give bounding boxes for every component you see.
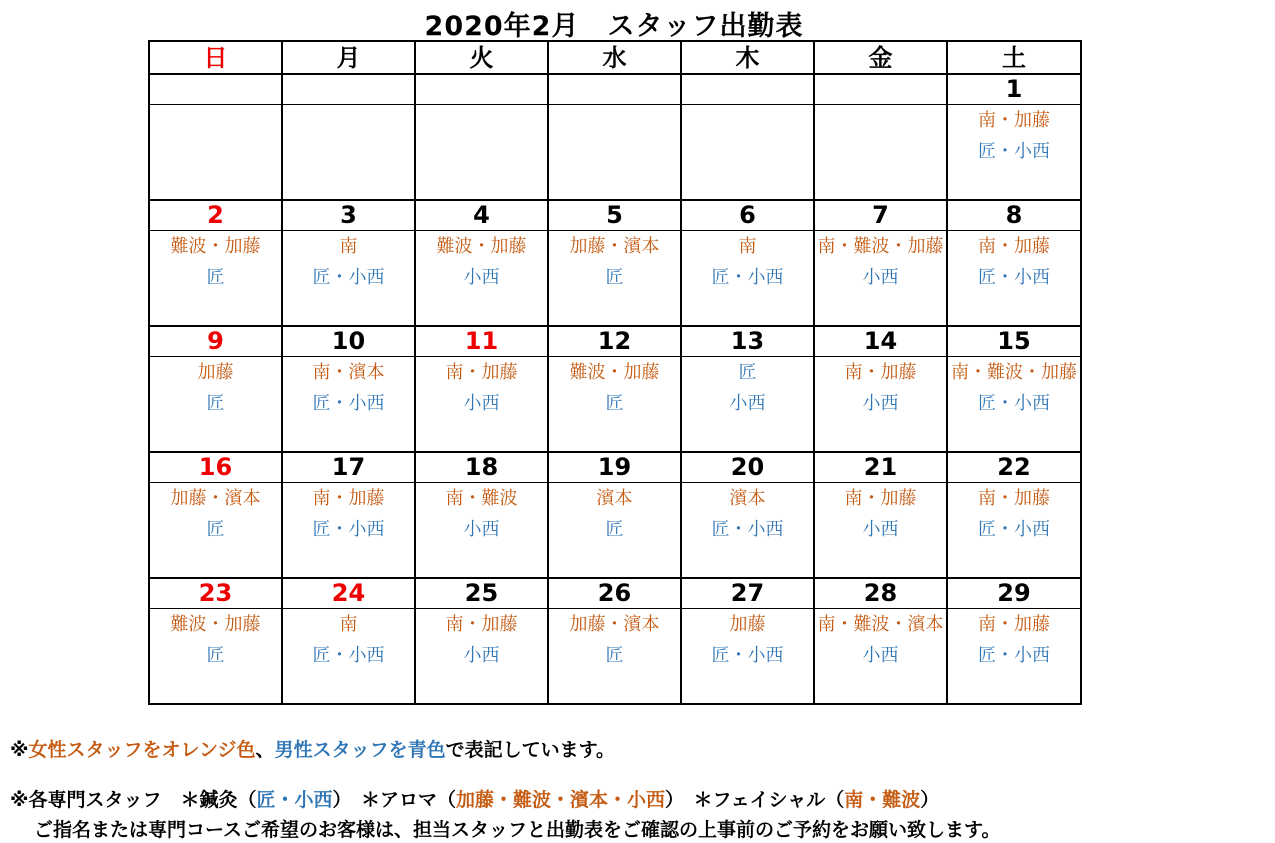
note-prefix: ※	[10, 739, 29, 761]
female-staff: 南・加藤	[445, 614, 518, 635]
male-staff: 小西	[862, 519, 899, 540]
female-staff: 難波・加藤	[436, 236, 527, 257]
female-staff: 加藤	[729, 614, 766, 635]
male-staff: 匠	[605, 267, 624, 288]
female-staff: 濱本	[596, 488, 633, 509]
specialist-close: ）	[920, 789, 940, 811]
day-staff-cell	[548, 231, 681, 327]
week-staff-row	[149, 231, 1081, 327]
female-staff: 難波・加藤	[170, 236, 261, 257]
day-staff-cell	[947, 609, 1081, 705]
weekday-sat: 土	[947, 41, 1081, 74]
day-number: 26	[548, 578, 681, 609]
female-staff: 南・難波	[445, 488, 518, 509]
day-number: 9	[149, 326, 282, 357]
day-number: 16	[149, 452, 282, 483]
day-staff-cell	[282, 609, 415, 705]
female-staff: 南・加藤	[978, 110, 1050, 131]
day-number	[415, 74, 548, 105]
female-staff: 南・難波・濱本	[817, 614, 944, 635]
male-staff: 小西	[463, 267, 500, 288]
male-staff: 匠・小西	[312, 267, 385, 288]
day-number: 14	[814, 326, 947, 357]
aroma-label: ） ＊アロマ（	[332, 789, 457, 811]
weekday-header-row	[149, 41, 1081, 74]
male-color-note: 男性スタッフを青色	[274, 739, 446, 761]
day-number: 27	[681, 578, 814, 609]
female-staff: 匠	[738, 362, 757, 383]
page-title: 2020年2月 スタッフ出勤表	[424, 11, 804, 42]
day-staff-cell	[149, 231, 282, 327]
specialist-intro: ※各専門スタッフ ＊鍼灸（	[10, 789, 257, 811]
weekday-fri: 金	[814, 41, 947, 74]
day-number: 23	[149, 578, 282, 609]
day-staff-cell	[814, 231, 947, 327]
male-staff: 匠・小西	[312, 519, 385, 540]
color-legend-note	[10, 735, 615, 762]
day-number	[149, 74, 282, 105]
male-staff: 匠・小西	[312, 393, 385, 414]
male-staff: 小西	[862, 393, 899, 414]
day-number: 11	[415, 326, 548, 357]
day-number: 1	[947, 74, 1081, 105]
female-staff: 南・加藤	[844, 488, 917, 509]
day-number: 25	[415, 578, 548, 609]
day-staff-cell	[282, 231, 415, 327]
weekday-thu: 木	[681, 41, 814, 74]
day-staff-cell	[814, 609, 947, 705]
day-number: 10	[282, 326, 415, 357]
day-staff-cell	[548, 357, 681, 453]
day-staff-cell	[548, 483, 681, 579]
day-staff-cell	[415, 483, 548, 579]
day-staff-cell	[681, 483, 814, 579]
day-number: 7	[814, 200, 947, 231]
week-staff-row	[149, 483, 1081, 579]
day-staff-cell	[415, 357, 548, 453]
male-staff: 匠・小西	[978, 393, 1050, 414]
male-staff: 小西	[729, 393, 766, 414]
male-staff: 匠・小西	[711, 645, 784, 666]
day-staff-cell	[415, 609, 548, 705]
day-number: 28	[814, 578, 947, 609]
day-number: 4	[415, 200, 548, 231]
day-staff-cell	[282, 105, 415, 201]
male-staff: 匠	[605, 393, 624, 414]
male-staff: 匠	[206, 519, 225, 540]
day-number: 2	[149, 200, 282, 231]
female-staff: 南・加藤	[312, 488, 385, 509]
male-staff: 匠・小西	[978, 267, 1050, 288]
weekday-mon: 月	[282, 41, 415, 74]
female-staff: 南・加藤	[978, 614, 1050, 635]
week-date-row	[149, 200, 1081, 231]
day-staff-cell	[947, 231, 1081, 327]
female-staff: 南	[738, 236, 757, 257]
female-staff: 南・加藤	[445, 362, 518, 383]
day-staff-cell	[415, 105, 548, 201]
facial-staff: 南・難波	[844, 789, 921, 811]
male-staff: 匠	[206, 267, 225, 288]
day-staff-cell	[415, 231, 548, 327]
female-staff: 南・加藤	[978, 236, 1050, 257]
female-staff: 南・濱本	[312, 362, 385, 383]
week-staff-row	[149, 357, 1081, 453]
female-staff: 濱本	[729, 488, 766, 509]
female-staff: 南	[339, 614, 358, 635]
male-staff: 匠・小西	[312, 645, 385, 666]
day-number: 8	[947, 200, 1081, 231]
male-staff: 匠・小西	[978, 519, 1050, 540]
day-number: 3	[282, 200, 415, 231]
day-staff-cell	[947, 483, 1081, 579]
day-number: 24	[282, 578, 415, 609]
day-number	[681, 74, 814, 105]
day-staff-cell	[149, 609, 282, 705]
day-staff-cell	[149, 105, 282, 201]
male-staff: 匠・小西	[711, 267, 784, 288]
male-staff: 小西	[463, 645, 500, 666]
female-color-note: 女性スタッフをオレンジ色	[28, 739, 256, 761]
reservation-note: ご指名または専門コースご希望のお客様は、担当スタッフと出勤表をご確認の上事前のご予約をお願い致します。	[34, 819, 1001, 841]
male-staff: 小西	[463, 519, 500, 540]
female-staff: 南・難波・加藤	[817, 236, 944, 257]
facial-label: ） ＊フェイシャル（	[665, 789, 845, 811]
day-number: 22	[947, 452, 1081, 483]
day-number: 15	[947, 326, 1081, 357]
acupuncture-staff: 匠・小西	[256, 789, 333, 811]
week-staff-row	[149, 609, 1081, 705]
week-date-row	[149, 326, 1081, 357]
male-staff: 小西	[862, 645, 899, 666]
day-number: 29	[947, 578, 1081, 609]
note-separator: 、	[255, 739, 275, 761]
day-staff-cell	[681, 105, 814, 201]
day-staff-cell	[548, 105, 681, 201]
male-staff: 匠	[605, 645, 624, 666]
day-staff-cell	[947, 105, 1081, 201]
calendar-table	[148, 40, 1082, 705]
day-staff-cell	[947, 357, 1081, 453]
female-staff: 加藤・濱本	[569, 236, 660, 257]
female-staff: 加藤・濱本	[170, 488, 261, 509]
day-number: 5	[548, 200, 681, 231]
day-number: 17	[282, 452, 415, 483]
day-number	[814, 74, 947, 105]
week-date-row	[149, 74, 1081, 105]
male-staff: 匠	[206, 645, 225, 666]
weekday-sun: 日	[149, 41, 282, 74]
day-staff-cell	[681, 231, 814, 327]
day-number: 6	[681, 200, 814, 231]
female-staff: 南・加藤	[844, 362, 917, 383]
day-staff-cell	[814, 483, 947, 579]
male-staff: 小西	[463, 393, 500, 414]
female-staff: 南・難波・加藤	[951, 362, 1077, 383]
specialist-note	[10, 785, 939, 812]
note-suffix: で表記しています。	[445, 739, 616, 761]
female-staff: 加藤・濱本	[569, 614, 660, 635]
male-staff: 小西	[862, 267, 899, 288]
weekday-wed: 水	[548, 41, 681, 74]
male-staff: 匠・小西	[978, 645, 1050, 666]
female-staff: 南	[339, 236, 358, 257]
day-number: 20	[681, 452, 814, 483]
female-staff: 難波・加藤	[569, 362, 660, 383]
male-staff: 匠・小西	[711, 519, 784, 540]
female-staff: 南・加藤	[978, 488, 1050, 509]
week-date-row	[149, 452, 1081, 483]
day-number: 13	[681, 326, 814, 357]
day-number: 18	[415, 452, 548, 483]
day-number	[282, 74, 415, 105]
day-number: 19	[548, 452, 681, 483]
day-number	[548, 74, 681, 105]
day-staff-cell	[282, 483, 415, 579]
day-staff-cell	[814, 357, 947, 453]
aroma-staff: 加藤・難波・濱本・小西	[456, 789, 666, 811]
day-staff-cell	[681, 357, 814, 453]
day-staff-cell	[548, 609, 681, 705]
day-number: 21	[814, 452, 947, 483]
day-staff-cell	[814, 105, 947, 201]
week-date-row	[149, 578, 1081, 609]
day-staff-cell	[149, 483, 282, 579]
male-staff: 匠	[605, 519, 624, 540]
male-staff: 匠	[206, 393, 225, 414]
day-staff-cell	[681, 609, 814, 705]
day-staff-cell	[149, 357, 282, 453]
weekday-tue: 火	[415, 41, 548, 74]
week-staff-row	[149, 105, 1081, 201]
female-staff: 難波・加藤	[170, 614, 261, 635]
day-staff-cell	[282, 357, 415, 453]
female-staff: 加藤	[197, 362, 234, 383]
day-number: 12	[548, 326, 681, 357]
male-staff: 匠・小西	[978, 141, 1050, 162]
